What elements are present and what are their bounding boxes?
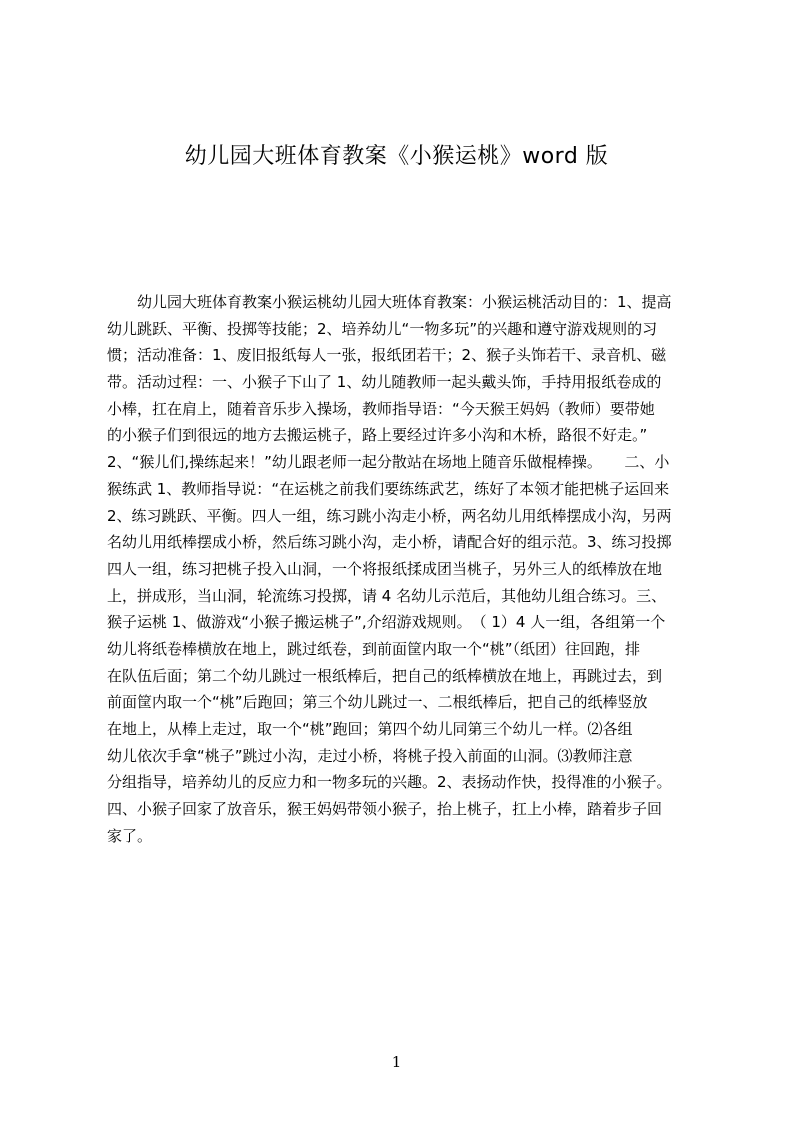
body-line: 的小猴子们到很远的地方去搬运桃子，路上要经过许多小沟和木桥，路很不好走。” <box>107 426 648 445</box>
body-line: 幼儿园大班体育教案小猴运桃幼儿园大班体育教案：小猴运桃活动目的：1、提高 <box>107 293 672 311</box>
body-line: 2、“猴儿们,操练起来！”幼儿跟老师一起分散站在场地上随音乐做棍棒操。 二、小 <box>107 453 670 472</box>
body-line: 惯；活动准备：1、废旧报纸每人一张，报纸团若干；2、猴子头饰若干、录音机、磁 <box>107 346 667 365</box>
body-line: 猴子运桃 1、做游戏“小猴子搬运桃子”,介绍游戏规则。 （ 1）4 人一组，各组第一个 <box>107 613 666 632</box>
body-line: 四、小猴子回家了放音乐，猴王妈妈带领小猴子，抬上桃子，扛上小棒，踏着步子回 <box>107 800 663 819</box>
body-line: 名幼儿用纸棒摆成小桥，然后练习跳小沟，走小桥，请配合好的组示范。3、练习投掷 <box>107 533 672 552</box>
document-body <box>107 289 697 849</box>
body-line: 分组指导，培养幼儿的反应力和一物多玩的兴趣。2、表扬动作快，投得准的小猴子。 <box>107 773 672 792</box>
body-line: 幼儿将纸卷棒横放在地上，跳过纸卷，到前面筐内取一个“桃”（纸团）往回跑，排 <box>107 639 641 658</box>
body-line: 上，拼成形，当山洞，轮流练习投掷，请 4 名幼儿示范后，其他幼儿组合练习。三、 <box>107 586 667 605</box>
body-line: 小棒，扛在肩上，随着音乐步入操场，教师指导语：“今天猴王妈妈（教师）要带她 <box>107 399 655 418</box>
body-line: 猴练武 1、教师指导说：“在运桃之前我们要练练武艺，练好了本领才能把桃子运回来 <box>107 479 670 498</box>
body-line: 家了。 <box>107 826 153 845</box>
body-line: 幼儿跳跃、平衡、投掷等技能；2、培养幼儿“一物多玩”的兴趣和遵守游戏规则的习 <box>107 319 658 338</box>
body-line: 在队伍后面；第二个幼儿跳过一根纸棒后，把自己的纸棒横放在地上，再跳过去，到 <box>107 666 663 685</box>
body-line: 带。活动过程：一、小猴子下山了 1、幼儿随教师一起头戴头饰，手持用报纸卷成的 <box>107 373 662 392</box>
body-line: 幼儿依次手拿“桃子”跳过小沟，走过小桥，将桃子投入前面的山洞。⑶教师注意 <box>107 746 633 765</box>
body-line: 四人一组，练习把桃子投入山洞，一个将报纸揉成团当桃子，另外三人的纸棒放在地 <box>107 559 663 578</box>
body-line: 前面筐内取一个“桃”后跑回；第三个幼儿跳过一、二根纸棒后，把自己的纸棒竖放 <box>107 693 648 712</box>
body-line: 2、练习跳跃、平衡。四人一组，练习跳小沟走小桥，两名幼儿用纸棒摆成小沟，另两 <box>107 506 672 525</box>
document-title: 幼儿园大班体育教案《小猴运桃》word 版 <box>184 144 609 169</box>
body-line: 在地上，从棒上走过，取一个“桃”跑回；第四个幼儿同第三个幼儿一样。⑵各组 <box>107 720 633 738</box>
page-number: 1 <box>391 1053 402 1071</box>
